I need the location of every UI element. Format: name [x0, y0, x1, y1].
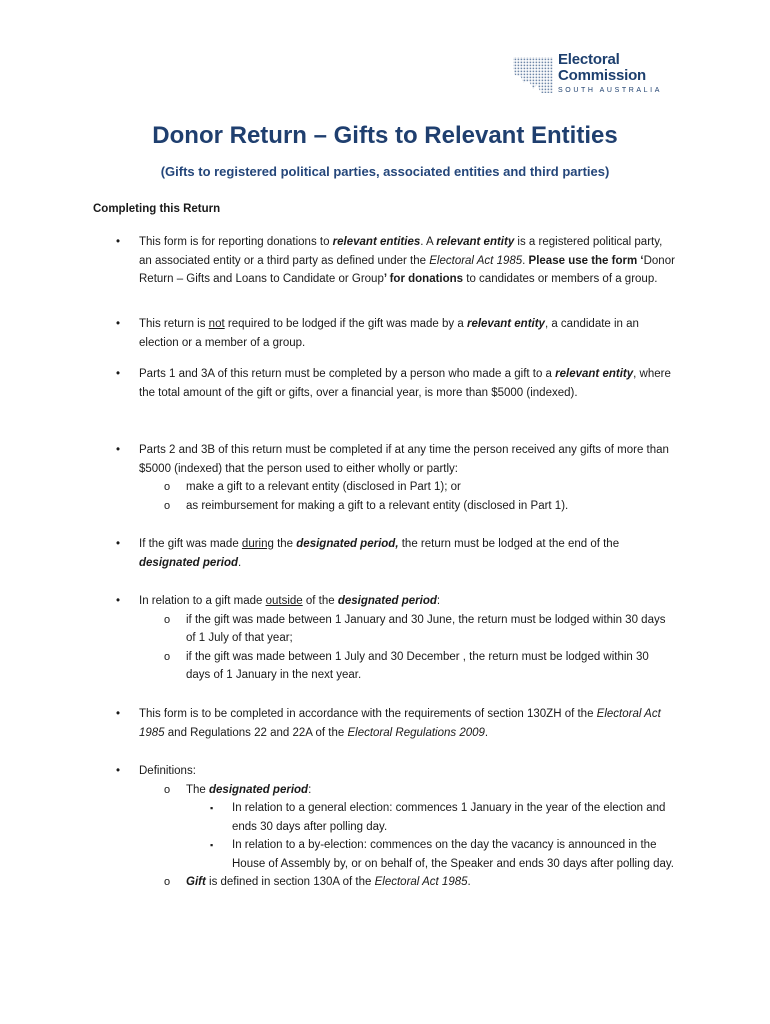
- bullet-icon: •: [116, 595, 121, 607]
- circle-bullet-icon: o: [164, 650, 171, 663]
- logo-line-commission: Commission: [558, 67, 647, 84]
- page-subtitle: (Gifts to registered political parties, associated entities and third parties): [160, 164, 610, 179]
- logo-line-electoral: Electoral: [558, 51, 620, 68]
- list-item: [116, 441, 676, 515]
- bullet-icon: •: [116, 765, 121, 777]
- circle-bullet-icon: o: [164, 613, 171, 626]
- item-text: Parts 1 and 3A of this return must be completed by a person who made a gift to a relevant entity, where the total amount of the gift or gifts, over a financial year, is more than $5000 (indexed).: [139, 368, 671, 399]
- ecsa-logo: [511, 52, 671, 100]
- item-text: In relation to a gift made outside of the designated period:: [139, 595, 441, 607]
- sub-list-item: o make a gift to a relevant entity (disclosed in Part 1); or: [186, 478, 676, 497]
- sub-list-item: o The designated period:: [186, 781, 676, 800]
- sub-sub-list-item: ▪ In relation to a by-election: commences on the day the vacancy is announced in the House of Assembly by, or on behalf of, the Speaker and ends 30 days after polling day.: [232, 836, 676, 873]
- logo-line-state: SOUTH AUSTRALIA: [558, 87, 662, 94]
- circle-bullet-icon: o: [164, 481, 171, 493]
- bullet-icon: •: [116, 538, 121, 550]
- section-heading: Completing this Return: [93, 203, 221, 215]
- list-item: [116, 233, 676, 289]
- square-bullet-icon: ▪: [210, 840, 214, 850]
- sub-list-item: o if the gift was made between 1 January and 30 June, the return must be lodged within 30 days of 1 July of that year;: [186, 611, 676, 648]
- list-item: [116, 535, 676, 572]
- bullet-icon: •: [116, 368, 121, 380]
- bullet-icon: •: [116, 708, 121, 720]
- item-text: This return is not required to be lodged if the gift was made by a relevant entity, a candidate in an election or a member of a group.: [139, 318, 639, 349]
- circle-bullet-icon: o: [164, 783, 171, 796]
- page-title: Donor Return – Gifts to Relevant Entities: [152, 122, 618, 149]
- sub-list-item: o if the gift was made between 1 July and 30 December , the return must be lodged within 30 days of 1 January in the next year.: [186, 648, 676, 685]
- square-bullet-icon: ▪: [210, 803, 214, 813]
- list-item: [116, 315, 676, 352]
- south-australia-map-icon: [511, 55, 555, 95]
- list-item: [116, 762, 676, 892]
- item-text: This form is to be completed in accordance with the requirements of section 130ZH of the Electoral Act 1985 and Regulations 22 and 22A of the Electoral Regulations 2009.: [139, 708, 661, 739]
- list-item: [116, 592, 676, 685]
- sub-sub-list-item: ▪ In relation to a general election: commences 1 January in the year of the election and ends 30 days after polling day.: [232, 799, 676, 836]
- sub-list-item: o Gift is defined in section 130A of the Electoral Act 1985.: [186, 873, 676, 892]
- list-item: [116, 705, 676, 742]
- bullet-icon: •: [116, 444, 121, 456]
- item-text: Parts 2 and 3B of this return must be completed if at any time the person received any gifts of more than $5000 (indexed) that the person used to either wholly or partly:: [139, 444, 669, 475]
- sub-list-item: o as reimbursement for making a gift to a relevant entity (disclosed in Part 1).: [186, 497, 676, 516]
- item-text: Definitions:: [139, 765, 196, 777]
- item-text: If the gift was made during the designated period, the return must be lodged at the end of the designated period.: [139, 538, 620, 569]
- bullet-icon: •: [116, 236, 121, 248]
- bullet-icon: •: [116, 318, 121, 330]
- circle-bullet-icon: o: [164, 876, 171, 888]
- circle-bullet-icon: o: [164, 499, 171, 512]
- item-text: This form is for reporting donations to relevant entities. A relevant entity is a registered political party, an associated entity or a third party as defined under the Electoral Act 1985. Please use the form ‘Donor Return – Gifts and Loans to Candidate or Group’ for donations to candidates or members of a group.: [139, 236, 675, 285]
- list-item: [116, 365, 676, 402]
